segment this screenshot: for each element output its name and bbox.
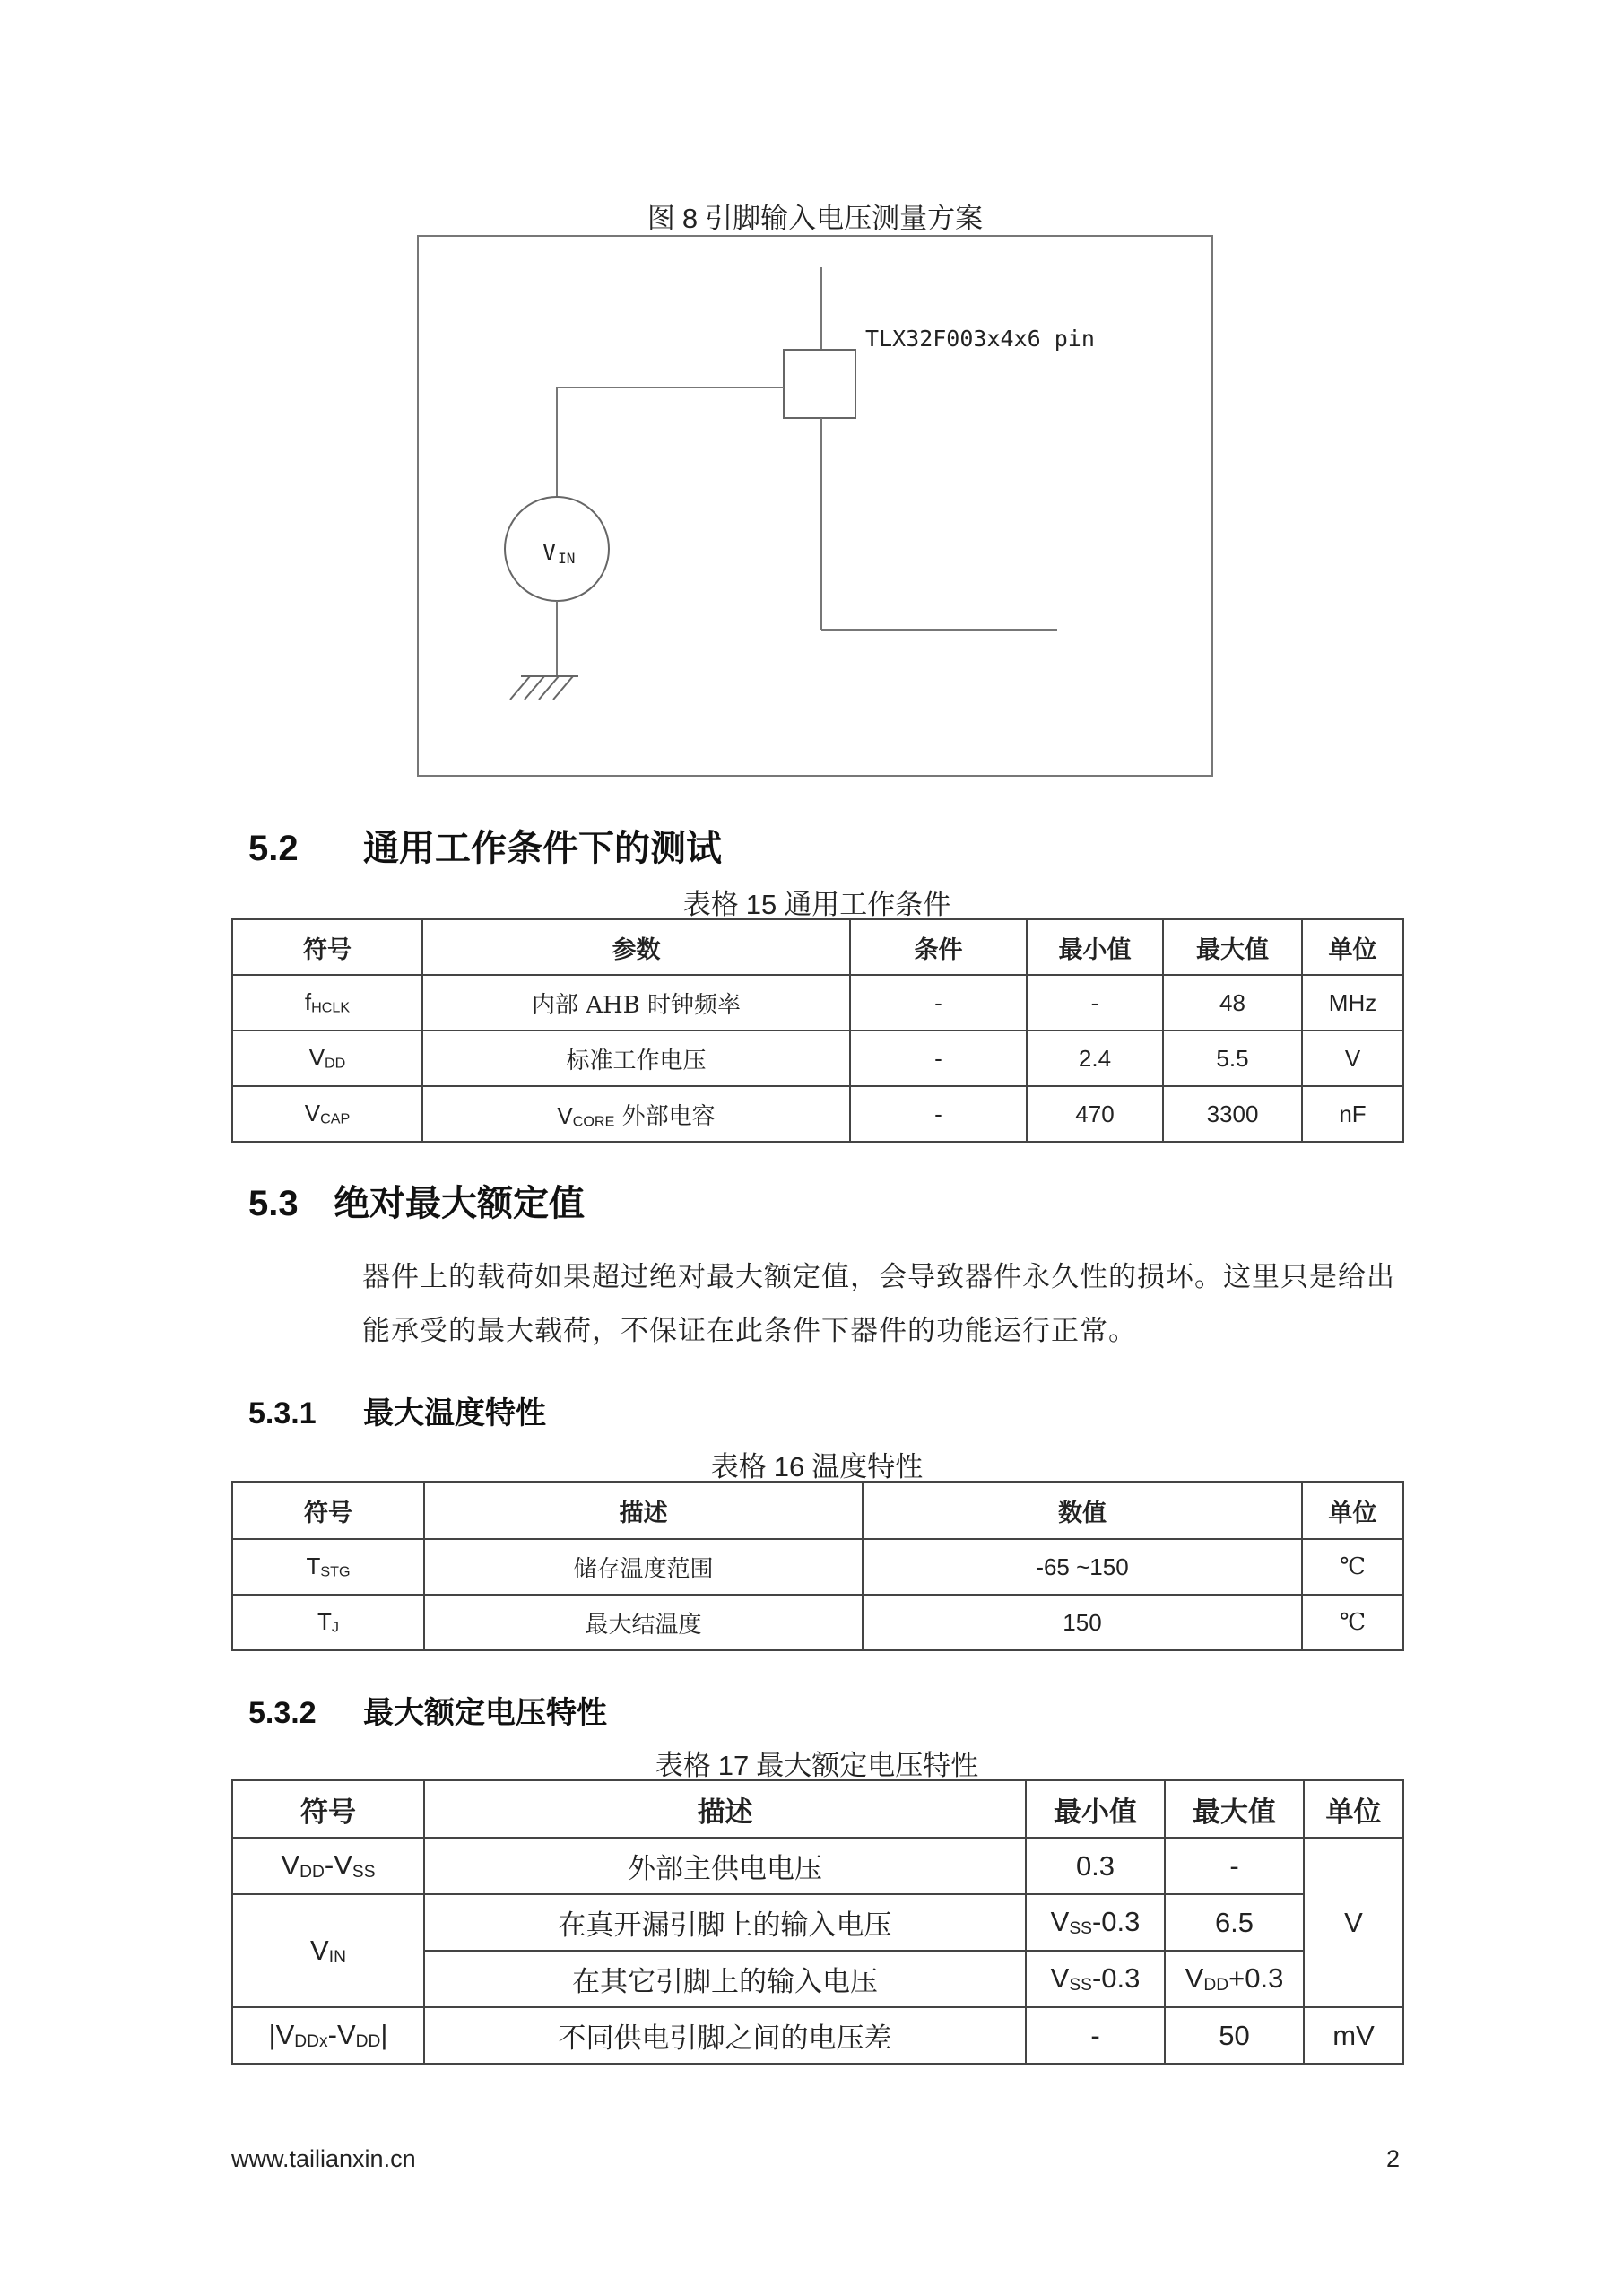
section-5-3-paragraph: 器件上的载荷如果超过绝对最大额定值，会导致器件永久性的损坏。这里只是给出能承受的最大载荷，不保证在此条件下器件的功能运行正常。: [362, 1261, 1395, 1347]
table-row: [232, 1086, 1403, 1142]
section-title: 最大温度特性: [363, 1396, 546, 1431]
table-17-caption: [231, 1743, 1402, 1783]
max-cell: 6.5: [1165, 1894, 1304, 1951]
condition-cell: -: [850, 975, 1027, 1031]
section-title: 最大额定电压特性: [363, 1696, 607, 1730]
min-cell: $V_{SS}-0.3$: [1026, 1894, 1165, 1951]
section-number: 5.2: [248, 829, 299, 868]
unit-cell: ℃: [1302, 1539, 1403, 1595]
unit-cell: ℃: [1302, 1595, 1403, 1650]
section-heading-5-3-2: [248, 1688, 607, 1732]
pin-input-circuit-diagram: [417, 235, 1213, 777]
max-cell: 3300: [1163, 1086, 1302, 1142]
col-header: 最小值: [1027, 919, 1163, 975]
max-cell: 48: [1163, 975, 1302, 1031]
section-number: 5.3.2: [248, 1696, 317, 1730]
figure-caption-number: 8: [681, 203, 699, 234]
unit-cell: MHz: [1302, 975, 1403, 1031]
caption-text: 通用工作条件: [784, 889, 951, 921]
condition-cell: -: [850, 1031, 1027, 1086]
max-cell: 5.5: [1163, 1031, 1302, 1086]
unit-cell: V: [1304, 1838, 1403, 2007]
page-number: 2: [1386, 2145, 1401, 2172]
section-number: 5.3: [248, 1184, 299, 1223]
min-cell: 2.4: [1027, 1031, 1163, 1086]
table-temperature-characteristics: [231, 1481, 1404, 1651]
vin-label: VIN: [542, 539, 576, 567]
symbol-cell: $f_{HCLK}$: [232, 975, 422, 1031]
footer-website[interactable]: www.tailianxin.cn: [231, 2145, 416, 2172]
table-row: [232, 1838, 1403, 1894]
symbol-cell: $T_J$: [232, 1595, 424, 1650]
caption-number: 16: [773, 1451, 805, 1483]
pin-box: [784, 350, 855, 418]
section-number: 5.3.1: [248, 1396, 317, 1431]
value-cell: -65 ~150: [863, 1539, 1302, 1595]
section-heading-5-2: [248, 820, 722, 871]
description-cell: 不同供电引脚之间的电压差: [424, 2007, 1026, 2064]
col-header: 条件: [850, 919, 1027, 975]
symbol-cell: $|V_{DDx}-V_{DD}|$: [232, 2007, 424, 2064]
min-cell: 0.3: [1026, 1838, 1165, 1894]
voltage-source-icon: [505, 497, 609, 601]
max-cell: $V_{DD}+0.3$: [1165, 1951, 1304, 2007]
caption-text: 温度特性: [812, 1451, 924, 1483]
table-15-caption: [231, 882, 1402, 922]
symbol-cell: $T_{STG}$: [232, 1539, 424, 1595]
table-header-row: [232, 919, 1403, 975]
description-cell: 在其它引脚上的输入电压: [424, 1951, 1026, 2007]
table-row: [232, 2007, 1403, 2064]
pin-label: TLX32F003x4x6 pin: [865, 326, 1095, 352]
unit-cell: nF: [1302, 1086, 1403, 1142]
min-cell: 470: [1027, 1086, 1163, 1142]
max-cell: -: [1165, 1838, 1304, 1894]
caption-label: 表格: [710, 1451, 767, 1483]
min-cell: -: [1026, 2007, 1165, 2064]
section-heading-5-3: [248, 1175, 585, 1226]
min-cell: $V_{SS}-0.3$: [1026, 1951, 1165, 2007]
col-header: 描述: [424, 1780, 1026, 1838]
section-title: 通用工作条件下的测试: [363, 829, 722, 868]
section-title: 绝对最大额定值: [334, 1184, 585, 1223]
col-header: 最大值: [1163, 919, 1302, 975]
table-row: [232, 1539, 1403, 1595]
unit-cell: mV: [1304, 2007, 1403, 2064]
caption-text: 最大额定电压特性: [756, 1750, 979, 1782]
table-row: [232, 1031, 1403, 1086]
table-row: [232, 1595, 1403, 1650]
col-header: 参数: [422, 919, 850, 975]
table-header-row: [232, 1780, 1403, 1838]
section-heading-5-3-1: [248, 1388, 546, 1432]
col-header: 单位: [1304, 1780, 1403, 1838]
table-header-row: [232, 1482, 1403, 1539]
figure-caption-label: 图: [647, 203, 675, 235]
description-cell: 外部主供电电压: [424, 1838, 1026, 1894]
table-max-voltage-characteristics: [231, 1779, 1404, 2065]
condition-cell: -: [850, 1086, 1027, 1142]
col-header: 符号: [232, 1482, 424, 1539]
col-header: 单位: [1302, 919, 1403, 975]
caption-label: 表格: [655, 1750, 711, 1782]
param-cell: $V_{CORE}$ 外部电容: [422, 1086, 850, 1142]
col-header: 符号: [232, 919, 422, 975]
col-header: 符号: [232, 1780, 424, 1838]
min-cell: -: [1027, 975, 1163, 1031]
description-cell: 最大结温度: [424, 1595, 863, 1650]
symbol-cell: $V_{DD}$: [232, 1031, 422, 1086]
col-header: 最大值: [1165, 1780, 1304, 1838]
symbol-cell: $V_{CAP}$: [232, 1086, 422, 1142]
symbol-cell: $V_{DD}-V_{SS}$: [232, 1838, 424, 1894]
unit-cell: V: [1302, 1031, 1403, 1086]
description-cell: 在真开漏引脚上的输入电压: [424, 1894, 1026, 1951]
value-cell: 150: [863, 1595, 1302, 1650]
table-general-operating-conditions: [231, 918, 1404, 1143]
ground-icon: [510, 676, 578, 700]
param-cell: 内部 AHB 时钟频率: [422, 975, 850, 1031]
param-cell: 标准工作电压: [422, 1031, 850, 1086]
col-header: 单位: [1302, 1482, 1403, 1539]
caption-number: 15: [745, 889, 777, 920]
col-header: 描述: [424, 1482, 863, 1539]
col-header: 数值: [863, 1482, 1302, 1539]
max-cell: 50: [1165, 2007, 1304, 2064]
symbol-cell: $V_{IN}$: [232, 1894, 424, 2007]
table-row: [232, 1894, 1403, 1951]
caption-number: 17: [717, 1750, 750, 1781]
table-row: [232, 975, 1403, 1031]
figure-caption-text: 引脚输入电压测量方案: [705, 203, 984, 235]
table-16-caption: [231, 1444, 1402, 1484]
col-header: 最小值: [1026, 1780, 1165, 1838]
caption-label: 表格: [682, 889, 739, 921]
figure-caption: [417, 196, 1213, 236]
description-cell: 储存温度范围: [424, 1539, 863, 1595]
